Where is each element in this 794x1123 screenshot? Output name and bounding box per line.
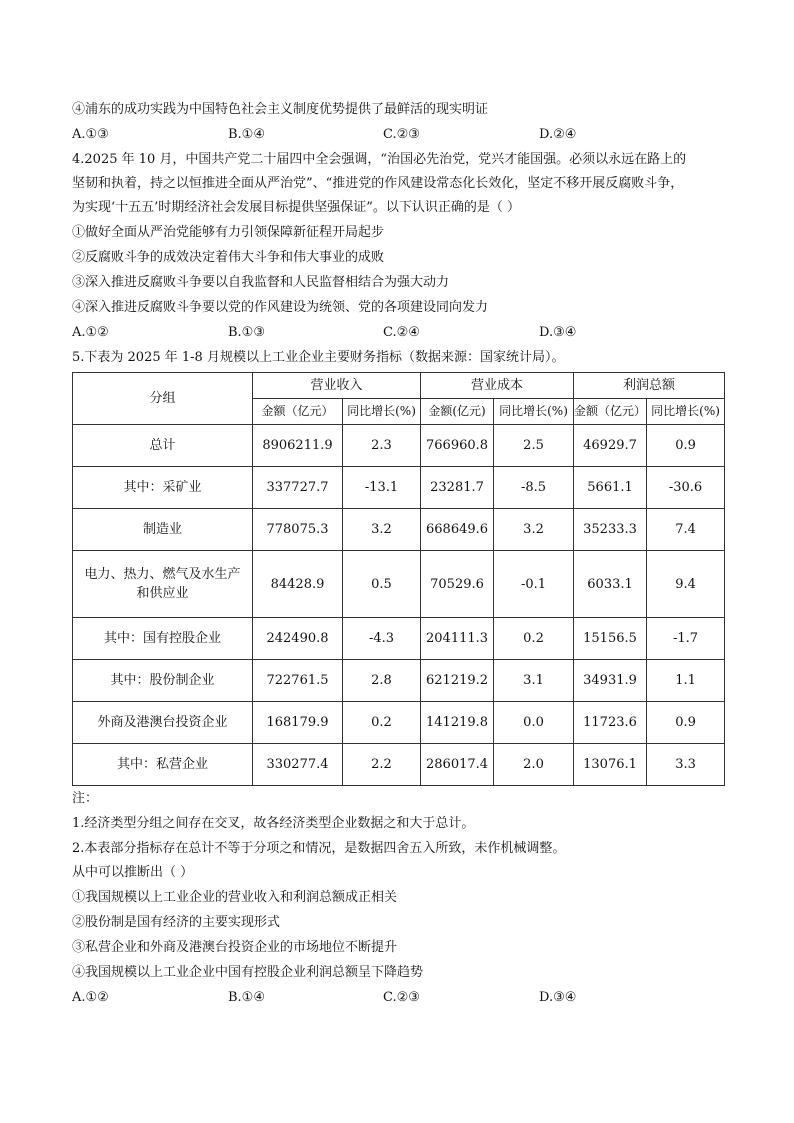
q5-statement-3: ③私营企业和外商及港澳台投资企业的市场地位不断提升 (72, 940, 398, 955)
note-label: 注： (72, 791, 99, 806)
row-label: 其中：股份制企业 (73, 660, 253, 702)
table-header-row (73, 373, 725, 399)
table-row (73, 702, 725, 744)
table-cell: -4.3 (343, 618, 421, 660)
row-label (73, 551, 253, 618)
table-cell: 23281.7 (421, 467, 494, 509)
table-cell: 46929.7 (574, 425, 647, 467)
table-cell: -30.6 (647, 467, 725, 509)
cost-header: 营业成本 (421, 373, 574, 399)
table-cell: 2.2 (343, 744, 421, 786)
q4-statement-2: ②反腐败斗争的成效决定着伟大斗争和伟大事业的成败 (72, 250, 385, 265)
table-cell: 766960.8 (421, 425, 494, 467)
table-cell: 330277.4 (253, 744, 343, 786)
row-label-line-2: 和供应业 (136, 586, 189, 601)
q3-options (72, 126, 722, 144)
q4-stem-line-3: 为实现‘十五五’时期经济社会发展目标提供坚强保证”。以下认识正确的是（ ） (72, 200, 521, 215)
option-c[interactable]: C.②③ (383, 127, 420, 142)
q5-statement-4: ④我国规模以上工业企业中国有控股企业利润总额呈下降趋势 (72, 965, 424, 980)
q5-stem: 5.下表为 2025 年 1-8 月规模以上工业企业主要财务指标（数据来源：国家统计局）。 (72, 350, 565, 365)
table-cell: 242490.8 (253, 618, 343, 660)
group-header: 分组 (73, 373, 253, 425)
table-cell: 6033.1 (574, 551, 647, 618)
option-b[interactable]: B.①③ (228, 325, 265, 340)
table-row (73, 660, 725, 702)
option-b[interactable]: B.①④ (228, 990, 265, 1005)
q4-stem-line-1: 4.2025 年 10 月，中国共产党二十届四中全会强调，“治国必先治党，党兴才能国强。必须以永远在路上的 (72, 152, 687, 167)
note-2: 2.本表部分指标存在总计不等于分项之和情况，是数据四舍五入所致，未作机械调整。 (72, 841, 566, 856)
table-cell: 286017.4 (421, 744, 494, 786)
profit-header: 利润总额 (574, 373, 725, 399)
table-cell: 13076.1 (574, 744, 647, 786)
table-cell: -1.7 (647, 618, 725, 660)
option-d[interactable]: D.③④ (539, 990, 577, 1005)
table-cell: 2.3 (343, 425, 421, 467)
row-label-line-1: 电力、热力、燃气及水生产 (84, 567, 241, 582)
table-cell: 0.9 (647, 702, 725, 744)
q5-prompt: 从中可以推断出（ ） (72, 865, 194, 880)
table-cell: 621219.2 (421, 660, 494, 702)
q5-statement-2: ②股份制是国有经济的主要实现形式 (72, 915, 281, 930)
option-a[interactable]: A.①② (72, 325, 109, 340)
subheader-cell: 金额（亿元） (253, 399, 343, 425)
table-row (73, 551, 725, 618)
table-cell: 722761.5 (253, 660, 343, 702)
table-cell: 0.2 (343, 702, 421, 744)
table-cell: 141219.8 (421, 702, 494, 744)
table-cell: 668649.6 (421, 509, 494, 551)
q4-options (72, 324, 722, 342)
row-label: 其中：国有控股企业 (73, 618, 253, 660)
subheader-cell: 同比增长(%) (494, 399, 574, 425)
option-c[interactable]: C.②④ (383, 325, 420, 340)
q5-options (72, 989, 722, 1007)
table-cell: -13.1 (343, 467, 421, 509)
table-row (73, 509, 725, 551)
q4-stem-line-2: 坚韧和执着，持之以恒推进全面从严治党”、“推进党的作风建设常态化长效化，坚定不移开展反腐败斗争， (72, 176, 684, 191)
subheader-cell: 同比增长(%) (647, 399, 725, 425)
table-cell: 2.8 (343, 660, 421, 702)
row-label: 其中：采矿业 (73, 467, 253, 509)
table-cell: 0.9 (647, 425, 725, 467)
table-cell: 337727.7 (253, 467, 343, 509)
table-cell: 778075.3 (253, 509, 343, 551)
table-cell: 34931.9 (574, 660, 647, 702)
table-row (73, 467, 725, 509)
table-cell: 0.2 (494, 618, 574, 660)
table-cell: -8.5 (494, 467, 574, 509)
table-cell: 7.4 (647, 509, 725, 551)
subheader-cell: 金额（亿元） (574, 399, 647, 425)
table-cell: 11723.6 (574, 702, 647, 744)
q3-statement-4: ④浦东的成功实践为中国特色社会主义制度优势提供了最鲜活的现实明证 (72, 102, 489, 117)
q5-statement-1: ①我国规模以上工业企业的营业收入和利润总额成正相关 (72, 890, 398, 905)
table-cell: 168179.9 (253, 702, 343, 744)
table-cell: 5661.1 (574, 467, 647, 509)
q4-statement-4: ④深入推进反腐败斗争要以党的作风建设为统领、党的各项建设同向发力 (72, 300, 489, 315)
table-cell: 35233.3 (574, 509, 647, 551)
option-c[interactable]: C.②③ (383, 990, 420, 1005)
table-cell: 0.0 (494, 702, 574, 744)
table-cell: 3.2 (494, 509, 574, 551)
q4-statement-1: ①做好全面从严治党能够有力引领保障新征程开局起步 (72, 225, 385, 240)
note-1: 1.经济类型分组之间存在交叉，故各经济类型企业数据之和大于总计。 (72, 816, 475, 831)
table-cell: 84428.9 (253, 551, 343, 618)
table-row (73, 744, 725, 786)
table-row (73, 425, 725, 467)
table-cell: -0.1 (494, 551, 574, 618)
table-row (73, 618, 725, 660)
revenue-header: 营业收入 (253, 373, 421, 399)
option-d[interactable]: D.②④ (539, 127, 577, 142)
table-cell: 1.1 (647, 660, 725, 702)
table-cell: 204111.3 (421, 618, 494, 660)
row-label: 制造业 (73, 509, 253, 551)
row-label: 其中：私营企业 (73, 744, 253, 786)
q4-statement-3: ③深入推进反腐败斗争要以自我监督和人民监督相结合为强大动力 (72, 275, 450, 290)
option-a[interactable]: A.①② (72, 990, 109, 1005)
option-b[interactable]: B.①④ (228, 127, 265, 142)
table-cell: 2.5 (494, 425, 574, 467)
table-cell: 70529.6 (421, 551, 494, 618)
table-cell: 3.1 (494, 660, 574, 702)
row-label: 总计 (73, 425, 253, 467)
option-d[interactable]: D.③④ (539, 325, 577, 340)
subheader-cell: 同比增长(%) (343, 399, 421, 425)
table-cell: 15156.5 (574, 618, 647, 660)
table-cell: 0.5 (343, 551, 421, 618)
table-cell: 9.4 (647, 551, 725, 618)
subheader-cell: 金额(亿元) (421, 399, 494, 425)
financial-indicators-table (72, 372, 725, 786)
table-cell: 3.3 (647, 744, 725, 786)
table-cell: 2.0 (494, 744, 574, 786)
table-cell: 3.2 (343, 509, 421, 551)
option-a[interactable]: A.①③ (72, 127, 109, 142)
row-label: 外商及港澳台投资企业 (73, 702, 253, 744)
table-cell: 8906211.9 (253, 425, 343, 467)
